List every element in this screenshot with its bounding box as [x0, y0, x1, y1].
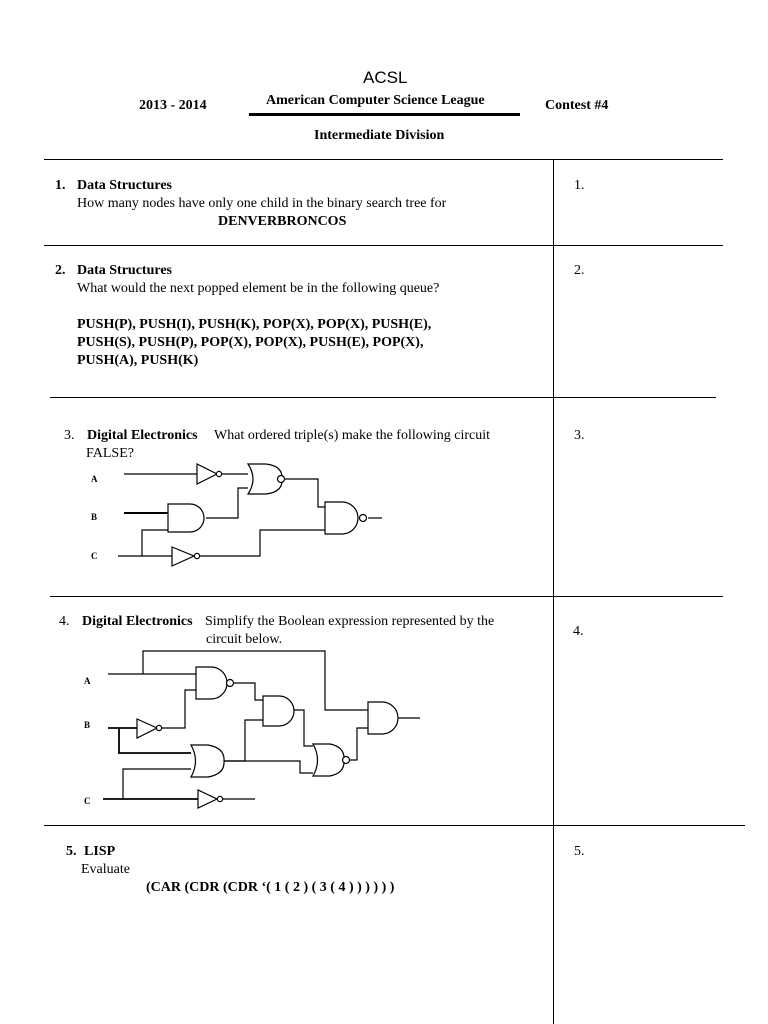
input-label-a: A	[91, 474, 98, 484]
input-label-b: B	[91, 512, 98, 522]
lisp-expression: (CAR (CDR (CDR ‘( 1 ( 2 ) ( 3 ( 4 ) ) ) ) ) )	[146, 880, 395, 895]
question-topic: Digital Electronics	[82, 614, 193, 629]
input-label-c: C	[91, 551, 98, 561]
question-text: What would the next popped element be in the following queue?	[77, 281, 440, 296]
question-text: Evaluate	[81, 862, 130, 877]
league-name: American Computer Science League	[266, 93, 485, 108]
question-number: 2.	[55, 263, 66, 278]
answer-label: 4.	[573, 624, 584, 639]
division-name: Intermediate Division	[314, 128, 445, 143]
question-number: 5.	[66, 844, 77, 859]
question-text-continued: FALSE?	[86, 446, 134, 461]
queue-line: PUSH(P), PUSH(I), PUSH(K), POP(X), POP(X), PUSH(E),	[77, 317, 432, 332]
question-topic: Digital Electronics	[87, 428, 198, 443]
question-number: 3.	[64, 428, 75, 443]
question-topic: LISP	[84, 844, 116, 859]
input-label-c: C	[84, 796, 91, 806]
question-text-continued: circuit below.	[206, 632, 283, 647]
queue-line: PUSH(S), PUSH(P), POP(X), POP(X), PUSH(E), POP(X),	[77, 335, 424, 350]
answer-label: 2.	[574, 263, 585, 278]
question-topic: Data Structures	[77, 178, 173, 193]
input-label-b: B	[84, 720, 91, 730]
input-label-a: A	[84, 676, 91, 686]
answer-label: 3.	[574, 428, 585, 443]
question-number: 1.	[55, 178, 66, 193]
question-text: What ordered triple(s) make the following circuit	[214, 428, 491, 443]
answer-label: 1.	[574, 178, 585, 193]
school-year: 2013 - 2014	[139, 98, 207, 113]
question-text: How many nodes have only one child in the binary search tree for	[77, 196, 447, 211]
answer-label: 5.	[574, 844, 585, 859]
question-keyword: DENVERBRONCOS	[218, 214, 347, 229]
question-text: Simplify the Boolean expression represented by the	[205, 614, 495, 629]
queue-line: PUSH(A), PUSH(K)	[77, 353, 199, 368]
page-title: ACSL	[363, 68, 408, 87]
question-number: 4.	[59, 614, 70, 629]
contest-number: Contest #4	[545, 98, 609, 113]
question-topic: Data Structures	[77, 263, 173, 278]
